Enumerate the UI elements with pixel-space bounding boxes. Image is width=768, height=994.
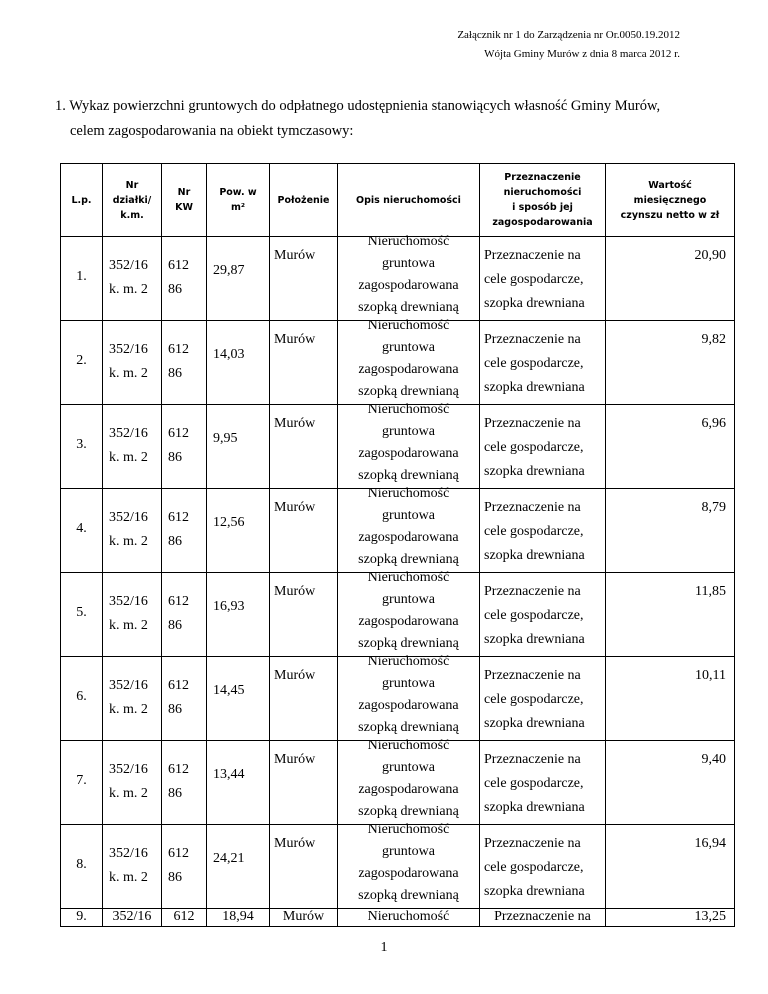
cell-lp: 4. [61,489,103,573]
table-header-row [61,164,735,237]
cell-lp: 5. [61,573,103,657]
attachment-header-line1: Załącznik nr 1 do Zarządzenia nr Or.0050.19.2012 [457,29,680,41]
attachment-header-line2: Wójta Gminy Murów z dnia 8 marca 2012 r. [484,48,680,60]
cell-lp: 7. [61,741,103,825]
cell-area: 29,87 [207,237,270,321]
cell-rent: 16,94 [606,825,735,909]
cell-lp: 1. [61,237,103,321]
cell-description: Nieruchomość gruntowa zagospodarowana szopką drewnianą [338,573,480,657]
cell-description: Nieruchomość [338,909,480,927]
cell-purpose: Przeznaczenie na cele gospodarcze, szopka drewniana [480,741,606,825]
table-row [61,909,735,927]
col-header-parcel: Nr działki/ k.m. [103,164,162,237]
cell-lp: 9. [61,909,103,927]
cell-area: 18,94 [207,909,270,927]
cell-purpose: Przeznaczenie na cele gospodarcze, szopka drewniana [480,405,606,489]
cell-rent: 8,79 [606,489,735,573]
cell-location: Murów [270,657,338,741]
cell-purpose: Przeznaczenie na cele gospodarcze, szopka drewniana [480,237,606,321]
cell-purpose: Przeznaczenie na cele gospodarcze, szopka drewniana [480,573,606,657]
cell-kw: 612 86 [162,741,207,825]
cell-location: Murów [270,237,338,321]
col-header-location: Położenie [270,164,338,237]
cell-description: Nieruchomość gruntowa zagospodarowana szopką drewnianą [338,825,480,909]
cell-area: 14,03 [207,321,270,405]
table-row [61,489,735,573]
col-header-purpose: Przeznaczenie nieruchomości i sposób jej zagospodarowania [480,164,606,237]
page-number: 1 [380,940,388,955]
col-header-rent: Wartość miesięcznego czynszu netto w zł [606,164,735,237]
cell-area: 9,95 [207,405,270,489]
cell-parcel: 352/16 k. m. 2 [103,489,162,573]
table-row [61,657,735,741]
cell-description: Nieruchomość gruntowa zagospodarowana szopką drewnianą [338,237,480,321]
cell-purpose: Przeznaczenie na cele gospodarcze, szopka drewniana [480,489,606,573]
cell-parcel: 352/16 k. m. 2 [103,741,162,825]
cell-area: 14,45 [207,657,270,741]
cell-rent: 13,25 [606,909,735,927]
cell-rent: 20,90 [606,237,735,321]
cell-area: 16,93 [207,573,270,657]
cell-purpose: Przeznaczenie na cele gospodarcze, szopka drewniana [480,321,606,405]
table-row [61,825,735,909]
cell-purpose: Przeznaczenie na cele gospodarcze, szopka drewniana [480,825,606,909]
cell-kw: 612 86 [162,405,207,489]
cell-location: Murów [270,405,338,489]
cell-rent: 9,82 [606,321,735,405]
cell-lp: 6. [61,657,103,741]
cell-area: 13,44 [207,741,270,825]
cell-parcel: 352/16 k. m. 2 [103,573,162,657]
col-header-description: Opis nieruchomości [338,164,480,237]
intro-line1: 1. Wykaz powierzchni gruntowych do odpłatnego udostępnienia stanowiących własność Gminy Murów, [55,98,661,114]
cell-description: Nieruchomość gruntowa zagospodarowana szopką drewnianą [338,741,480,825]
cell-description: Nieruchomość gruntowa zagospodarowana szopką drewnianą [338,405,480,489]
cell-kw: 612 86 [162,825,207,909]
cell-location: Murów [270,741,338,825]
cell-purpose: Przeznaczenie na cele gospodarcze, szopka drewniana [480,657,606,741]
cell-location: Murów [270,825,338,909]
col-header-lp: L.p. [61,164,103,237]
cell-parcel: 352/16 k. m. 2 [103,321,162,405]
cell-lp: 8. [61,825,103,909]
cell-area: 12,56 [207,489,270,573]
cell-purpose: Przeznaczenie na [480,909,606,927]
col-header-kw: Nr KW [162,164,207,237]
cell-location: Murów [270,489,338,573]
cell-kw: 612 86 [162,321,207,405]
col-header-area: Pow. w m² [207,164,270,237]
cell-kw: 612 86 [162,489,207,573]
table-row [61,573,735,657]
cell-parcel: 352/16 k. m. 2 [103,405,162,489]
intro-line2: celem zagospodarowania na obiekt tymczasowy: [70,123,354,139]
cell-description: Nieruchomość gruntowa zagospodarowana szopką drewnianą [338,321,480,405]
cell-kw: 612 [162,909,207,927]
cell-area: 24,21 [207,825,270,909]
cell-rent: 10,11 [606,657,735,741]
cell-parcel: 352/16 k. m. 2 [103,825,162,909]
cell-parcel: 352/16 k. m. 2 [103,237,162,321]
cell-location: Murów [270,573,338,657]
land-list-table [60,163,735,927]
cell-rent: 6,96 [606,405,735,489]
cell-location: Murów [270,909,338,927]
cell-description: Nieruchomość gruntowa zagospodarowana szopką drewnianą [338,657,480,741]
cell-kw: 612 86 [162,657,207,741]
cell-lp: 3. [61,405,103,489]
cell-parcel: 352/16 k. m. 2 [103,657,162,741]
cell-rent: 11,85 [606,573,735,657]
cell-parcel: 352/16 [103,909,162,927]
cell-kw: 612 86 [162,573,207,657]
cell-lp: 2. [61,321,103,405]
table-row [61,237,735,321]
cell-rent: 9,40 [606,741,735,825]
cell-location: Murów [270,321,338,405]
table-row [61,321,735,405]
table-row [61,405,735,489]
cell-kw: 612 86 [162,237,207,321]
cell-description: Nieruchomość gruntowa zagospodarowana szopką drewnianą [338,489,480,573]
table-row [61,741,735,825]
